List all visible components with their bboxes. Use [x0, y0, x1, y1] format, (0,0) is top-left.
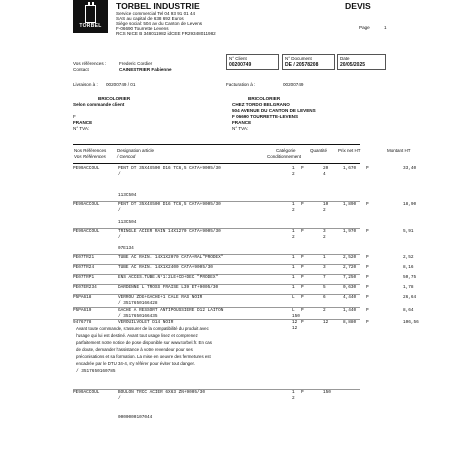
cell-ref: P5PA619 [73, 308, 92, 313]
table-row [73, 285, 414, 295]
company-line-5: RCS NICE B 348011982 idCEE FR29348011982 [116, 31, 216, 36]
date-value: 20/05/2025 [340, 62, 366, 68]
cell-u2: 2 [292, 235, 295, 240]
cell-u: P [301, 295, 304, 300]
col-header-conditionnement: Conditionnement [267, 154, 302, 159]
cell-amount: 5,91 [403, 229, 414, 234]
cell-des: TRINGLE ACIER RAIN 14X1270 CATA+9005/30 [118, 229, 221, 234]
cell-ref: P5PA618 [73, 295, 92, 300]
cell-pu: P [366, 320, 369, 325]
billing-line-2: CHEZ TORDO BELGRANO [232, 102, 290, 107]
cell-sub: / [118, 172, 121, 177]
billing-tva: N° TVA: [232, 126, 249, 131]
date-label: Date [340, 56, 350, 61]
cell-u: P [301, 265, 304, 270]
cell-ref: PE99ACCOUL [73, 390, 100, 395]
safety-note-line: Avant toute commande, s'assurer de la compatibilité du produit avec [76, 326, 209, 331]
cell-cat: L [292, 295, 295, 300]
cell-des: DARDENNE L TROSS FRAISE L39 ET+9005/30 [118, 285, 219, 290]
cell-des: GACHE A RESSORT ANTIPOUSSIERE D12 LAITON [118, 308, 224, 313]
cell-amount: 8,16 [403, 265, 414, 270]
col-header-categorie: Catégorie [276, 148, 296, 153]
cell-cat: L [292, 308, 295, 313]
safety-note-line: encadrée par le DTU 34-4, s'y référer pour éviter tout danger. [76, 361, 195, 366]
col-header-ref: Nos Références [74, 148, 107, 153]
col-header-designation: Designation article [117, 148, 155, 153]
cell-price: 1,890 [343, 202, 357, 207]
cell-qty: 3 [323, 265, 326, 270]
cell-qty: 6 [323, 295, 326, 300]
cell-ref: PE07ER234 [73, 285, 97, 290]
col-header-ref2: Vos Références [74, 154, 106, 159]
table-row [73, 320, 419, 390]
cell-des: VERROU ZDG+GACHE+1 CALE RAS NOIR [118, 295, 203, 300]
col-header-prix: Prix net HT [338, 148, 361, 153]
cell-u: P [301, 390, 304, 395]
cell-ref: PE07TRP1 [73, 275, 95, 280]
cell-code: / 3517650160785 [76, 369, 116, 374]
company-line-1: Service commercial Tel 04 93 91 01 44 [116, 11, 196, 16]
cell-des: BOULON TRCC ACIER 6X63 ZN+9005/30 [118, 390, 205, 395]
cell-code: 0000000107044 [118, 415, 153, 420]
cell-price: 2,520 [343, 255, 357, 260]
billing-name: BRICOLORIER [248, 96, 281, 101]
cell-amount: 2,52 [403, 255, 414, 260]
cell-u2: 2 [292, 396, 295, 401]
cell-cat: 1 [292, 229, 295, 234]
cell-amount: 18,90 [403, 202, 417, 207]
client-number-box [226, 54, 279, 70]
document-number-label: N° Document [285, 56, 312, 61]
cell-price: 7,250 [343, 275, 357, 280]
cell-price: 1,970 [343, 229, 357, 234]
cell-code: 113C504 [118, 193, 137, 198]
cell-pu: P [366, 308, 369, 313]
cell-ref: PE99ACCOUL [73, 166, 100, 171]
cell-pu: P [366, 255, 369, 260]
cell-cat: 1 [292, 255, 295, 260]
cell-des: TUBE AC RAIN. 14X1X2070 CATA+RAL"PRODEX" [118, 255, 224, 260]
billing-country: FRANCE [232, 120, 252, 125]
cell-u: P [301, 202, 304, 207]
cell-u: P [301, 285, 304, 290]
safety-note-line: de doute, demander l'assistance à votre revendeur pour ses [76, 347, 193, 352]
page-label: Page [359, 25, 370, 30]
cell-pu: P [366, 265, 369, 270]
billing-value: 00200749 [283, 82, 304, 87]
cell-cat: 1 [292, 166, 295, 171]
cell-qty: 12 [323, 320, 329, 325]
cell-des: ENS ACCES.TUBE.N°1:2LE+CD+DEC "PRODEX" [118, 275, 219, 280]
safety-note-line: préconisations et sa formation. La mise en oeuvre des fermetures est [76, 354, 211, 359]
client-number-value: 00200749 [229, 62, 252, 68]
client-number-label: N° Client [229, 56, 247, 61]
table-row [73, 202, 417, 229]
table-row [73, 295, 417, 308]
col-header-quantite: Quantité [310, 148, 328, 153]
cell-amount: 50,75 [403, 275, 417, 280]
cell-cat: 1 [292, 265, 295, 270]
cell-pu: P [366, 295, 369, 300]
cell-qty: 2 [323, 308, 326, 313]
table-row [73, 308, 414, 320]
cell-amount: 26,64 [403, 295, 417, 300]
cell-pu: P [366, 285, 369, 290]
cell-des: PENT DT 35X4X500 D16 TC6,5 CATA+9005/30 [118, 166, 221, 171]
cell-u2: 2 [292, 208, 295, 213]
billing-line-3: 504 AVENUE DU CANTON DE LEVENS [232, 108, 316, 113]
cell-amount: 1,78 [403, 285, 414, 290]
cell-des: VEROUILVOLET D14 NOIR [118, 320, 174, 325]
tower-icon [85, 5, 96, 23]
cell-des: TUBE AC RAIN. 14X1X2400 CATA+9005/30 [118, 265, 213, 270]
cell-pu: P [366, 166, 369, 171]
cell-sub: / [118, 208, 121, 213]
table-header-rule [73, 163, 360, 164]
cell-ref: PE99ACCOUL [73, 202, 100, 207]
contact-label: Contact [73, 67, 89, 72]
cell-qty: 5 [323, 285, 326, 290]
table-row [73, 390, 360, 424]
cell-u2: 2 [292, 172, 295, 177]
document-number-value: DE / 20578208 [285, 62, 319, 68]
cell-sub: / [118, 235, 121, 240]
cell-ref: 9476778 [73, 320, 92, 325]
cell-qty2: 2 [323, 235, 326, 240]
cell-qty2: 4 [323, 172, 326, 177]
company-name: TORBEL INDUSTRIE [116, 1, 200, 11]
your-refs-value: Frederic Cordier [119, 61, 153, 66]
cell-qty: 150 [323, 390, 331, 395]
cell-cat: 1 [292, 390, 295, 395]
cell-amount: 8,64 [403, 308, 414, 313]
cell-u: P [301, 166, 304, 171]
billing-label: Facturation à : [226, 82, 256, 87]
cell-code: 113C504 [118, 220, 137, 225]
cell-u: P [301, 229, 304, 234]
delivery-country: FRANCE [73, 120, 93, 125]
cell-amount: 33,40 [403, 166, 417, 171]
cell-cat: 1 [292, 202, 295, 207]
cell-qty: 1 [323, 255, 326, 260]
company-line-3: Siège social: 504 av du Canton de Levens [116, 21, 203, 26]
delivery-line-3: F [73, 114, 76, 119]
cell-price: 4,440 [343, 295, 357, 300]
delivery-tva: N° TVA: [73, 126, 90, 131]
table-row [73, 166, 417, 202]
page-number: 1 [384, 25, 387, 30]
cell-u2: 12 [292, 326, 298, 331]
document-number-box [282, 54, 335, 70]
cell-cat: 1 [292, 275, 295, 280]
cell-price: 1,440 [343, 308, 357, 313]
cell-qty2: 2 [323, 208, 326, 213]
cell-pu: P [366, 229, 369, 234]
delivery-line-2: Selon commande client [73, 102, 125, 107]
cell-u: P [301, 255, 304, 260]
delivery-name: BRICOLORIER [98, 96, 131, 101]
cell-ref: PE07TR21 [73, 255, 95, 260]
cell-qty: 20 [323, 166, 329, 171]
cell-amount: 106,56 [403, 320, 419, 325]
cell-sub: / 3517650166428 [118, 301, 158, 306]
cell-pu: P [366, 275, 369, 280]
company-line-4: F-06690 Tourrette Levens [116, 26, 169, 31]
safety-note-line: l'usage qui lui est destiné. Avant tout usage lisez et comprenez [76, 333, 198, 338]
cell-u2: 150 [292, 314, 300, 319]
table-row [73, 255, 414, 265]
delivery-value: 00200749 / 01 [106, 82, 136, 87]
cell-ref: PE99ACCOUL [73, 229, 100, 234]
delivery-label: Livraison à : [73, 82, 98, 87]
date-box [337, 54, 386, 70]
cell-u: P [301, 320, 304, 325]
cell-sub: / [118, 396, 121, 401]
cell-qty: 3 [323, 229, 326, 234]
cell-sub: / 3517650166435 [118, 314, 158, 319]
col-header-gencod: / Gencod [117, 154, 136, 159]
cell-pu: P [366, 202, 369, 207]
document-type: DEVIS [345, 1, 371, 11]
cell-qty: 7 [323, 275, 326, 280]
table-row [73, 265, 414, 275]
table-row [73, 275, 417, 285]
cell-des: PENT DT 35X4X500 D16 TC6,5 CATA+9005/30 [118, 202, 221, 207]
company-line-2: SAS au capital de 638 692 Euros [116, 16, 184, 21]
safety-note-line: parfaitement notre notice de pose disponible sur www.torbel.fr. En cas [76, 340, 212, 345]
cell-ref: PE07TR24 [73, 265, 95, 270]
cell-price: 2,720 [343, 265, 357, 270]
cell-u: P [301, 275, 304, 280]
billing-line-4: F 06690 TOURRETTE-LEVENS [232, 114, 299, 119]
cell-code: 07E134 [118, 246, 134, 251]
cell-price: 0,630 [343, 285, 357, 290]
cell-u: P [301, 308, 304, 313]
cell-price: 1,670 [343, 166, 357, 171]
company-logo [73, 0, 108, 33]
table-row [73, 229, 414, 255]
your-refs-label: Vos références : [73, 61, 107, 66]
contact-value: CAINESTRIER Fabienne [119, 67, 172, 72]
cell-cat: 1 [292, 285, 295, 290]
col-header-montant: Montant HT [387, 148, 411, 153]
table-top-rule [73, 144, 360, 145]
cell-cat: 12 [292, 320, 298, 325]
cell-qty: 10 [323, 202, 329, 207]
logo-text: TORBEL [79, 23, 102, 29]
cell-price: 8,880 [343, 320, 357, 325]
